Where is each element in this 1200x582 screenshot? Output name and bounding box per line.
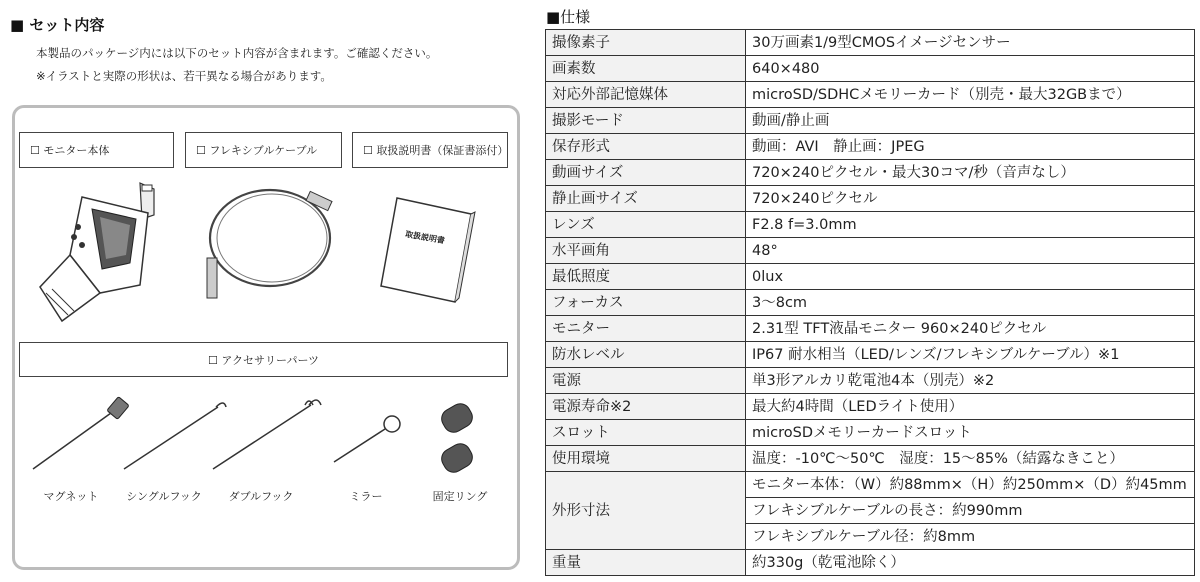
- spec-value: 最大約4時間（LEDライト使用）: [746, 394, 1195, 420]
- spec-value: 48°: [746, 238, 1195, 264]
- spec-key: 電源寿命※2: [546, 394, 746, 420]
- spec-row: [546, 420, 1195, 446]
- spec-value: 0lux: [746, 264, 1195, 290]
- spec-value: F2.8 f=3.0mm: [746, 212, 1195, 238]
- spec-key: 電源: [546, 368, 746, 394]
- spec-row: [546, 186, 1195, 212]
- part-label-fixing-ring: 固定リング: [432, 490, 488, 503]
- spec-value: 動画/静止画: [746, 108, 1195, 134]
- spec-key: 対応外部記憶媒体: [546, 82, 746, 108]
- spec-value: 動画：AVI 静止画：JPEG: [746, 134, 1195, 160]
- spec-key: 撮像素子: [546, 30, 746, 56]
- spec-value: 720×240ピクセル・最大30コマ/秒（音声なし）: [746, 160, 1195, 186]
- manual-box: ☐ 取扱説明書（保証書添付）: [352, 132, 508, 168]
- part-label-mirror: ミラー: [349, 490, 383, 503]
- spec-value: 単3形アルカリ乾電池4本（別売）※2: [746, 368, 1195, 394]
- spec-key-weight: 重量: [546, 550, 746, 576]
- spec-value-dimension-line: モニター本体：（W）約88mm×（H）約250mm×（D）約45mm: [746, 472, 1195, 498]
- intro-line-2: ※イラストと実際の形状は、若干異なる場合があります。: [36, 69, 332, 83]
- spec-row: [546, 212, 1195, 238]
- spec-value: 30万画素1/9型CMOSイメージセンサー: [746, 30, 1195, 56]
- monitor-box: ☐ モニター本体: [19, 132, 174, 168]
- spec-row: [546, 82, 1195, 108]
- spec-key: フォーカス: [546, 290, 746, 316]
- cable-box: ☐ フレキシブルケーブル: [185, 132, 342, 168]
- spec-value-dimension-line: フレキシブルケーブル径：約8mm: [746, 524, 1195, 550]
- spec-row: [546, 316, 1195, 342]
- spec-row: [546, 160, 1195, 186]
- fixing-ring-illustration: [430, 400, 490, 480]
- flexible-cable-illustration: [195, 178, 345, 308]
- monitor-illustration: [30, 175, 170, 325]
- spec-row: [546, 108, 1195, 134]
- part-label-magnet: マグネット: [43, 490, 99, 503]
- spec-value-weight: 約330g（乾電池除く）: [746, 550, 1195, 576]
- spec-table: [545, 29, 1195, 576]
- manual-cover-text: 取扱説明書: [404, 229, 446, 246]
- spec-key: 防水レベル: [546, 342, 746, 368]
- spec-row: [546, 290, 1195, 316]
- spec-key: 静止画サイズ: [546, 186, 746, 212]
- part-label-single-hook: シングルフック: [126, 490, 202, 503]
- mirror-illustration: [330, 410, 410, 470]
- part-label-double-hook: ダブルフック: [228, 490, 294, 503]
- spec-row-dimensions: [546, 472, 1195, 498]
- spec-value: microSDメモリーカードスロット: [746, 420, 1195, 446]
- spec-value: 640×480: [746, 56, 1195, 82]
- spec-value: 2.31型 TFT液晶モニター 960×240ピクセル: [746, 316, 1195, 342]
- spec-key: モニター: [546, 316, 746, 342]
- spec-row-weight: [546, 550, 1195, 576]
- spec-row: [546, 134, 1195, 160]
- spec-row: [546, 264, 1195, 290]
- spec-key: 画素数: [546, 56, 746, 82]
- spec-key: 水平画角: [546, 238, 746, 264]
- spec-row: [546, 368, 1195, 394]
- spec-key: 動画サイズ: [546, 160, 746, 186]
- spec-key: スロット: [546, 420, 746, 446]
- spec-key: 撮影モード: [546, 108, 746, 134]
- spec-key: レンズ: [546, 212, 746, 238]
- spec-value: 温度：-10℃〜50℃ 湿度：15〜85%（結露なきこと）: [746, 446, 1195, 472]
- spec-value: 3〜8cm: [746, 290, 1195, 316]
- double-hook-illustration: [205, 393, 325, 475]
- spec-row: [546, 238, 1195, 264]
- spec-row: [546, 446, 1195, 472]
- spec-row: [546, 342, 1195, 368]
- spec-heading: ■仕様: [546, 8, 591, 26]
- spec-row: [546, 56, 1195, 82]
- spec-value: microSD/SDHCメモリーカード（別売・最大32GBまで）: [746, 82, 1195, 108]
- manual-illustration: [375, 190, 485, 305]
- spec-key-dimensions: 外形寸法: [546, 472, 746, 550]
- spec-value: IP67 耐水相当（LED/レンズ/フレキシブルケーブル）※1: [746, 342, 1195, 368]
- spec-value-dimension-line: フレキシブルケーブルの長さ：約990mm: [746, 498, 1195, 524]
- spec-row: [546, 30, 1195, 56]
- spec-key: 最低照度: [546, 264, 746, 290]
- spec-key: 使用環境: [546, 446, 746, 472]
- spec-value: 720×240ピクセル: [746, 186, 1195, 212]
- spec-row: [546, 394, 1195, 420]
- spec-key: 保存形式: [546, 134, 746, 160]
- set-contents-heading: ■ セット内容: [10, 16, 105, 34]
- accessories-box: ☐ アクセサリーパーツ: [19, 342, 508, 377]
- intro-line-1: 本製品のパッケージ内には以下のセット内容が含まれます。ご確認ください。: [36, 46, 438, 60]
